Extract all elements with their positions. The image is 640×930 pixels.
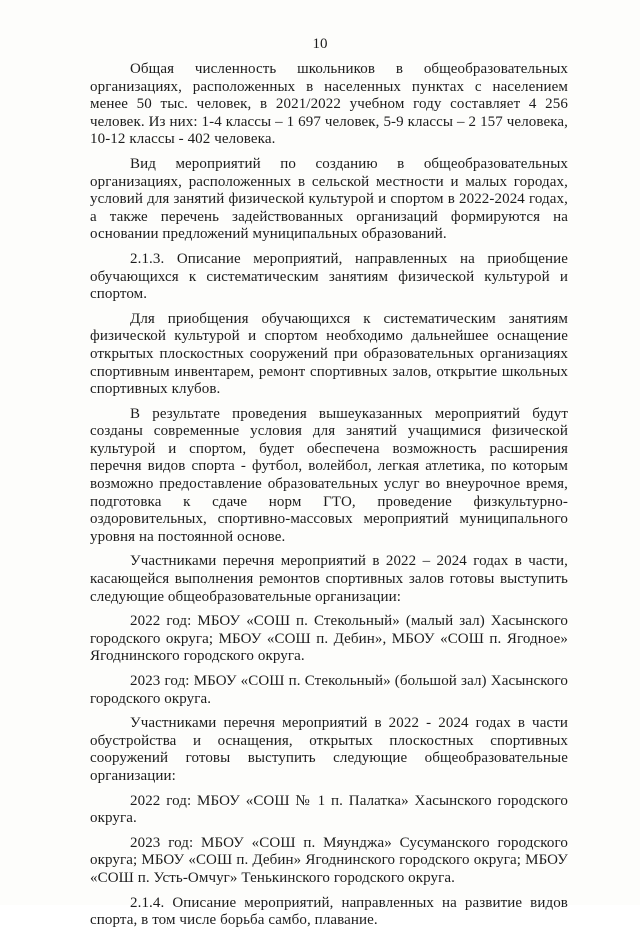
paragraph-gym-repair-2022: 2022 год: МБОУ «СОШ п. Стекольный» (малый зал) Хасынского городского округа; МБОУ «СОШ п. Дебин», МБОУ «СОШ п. Ягодное» Ягоднинского городского округа. <box>90 613 568 665</box>
paragraph-outdoor-facilities-participants: Участниками перечня мероприятий в 2022 - 2024 годах в части обустройства и оснащения, открытых плоскостных спортивных сооружений готовы выступить следующие общеобразовательные организации: <box>90 715 568 784</box>
paragraph-gym-repair-participants: Участниками перечня мероприятий в 2022 – 2024 годах в части, касающейся выполнения ремонтов спортивных залов готовы выступить следующие общеобразовательные организации: <box>90 553 568 605</box>
paragraph-expected-results: В результате проведения вышеуказанных мероприятий будут созданы современные условия для занятий учащимися физической культурой и спортом, будет обеспечена возможность расширения перечня видов спорта - футбол, волейбол, легкая атлетика, по которым возможно предоставление образовательных услуг во внеурочное время, подготовка к сдаче норм ГТО, проведение физкультурно-оздоровительных, спортивно-массовых мероприятий муниципального уровня на постоянной основе. <box>90 405 568 545</box>
paragraph-enrollment-total: Общая численность школьников в общеобразовательных организациях, расположенных в населенных пунктах с населением менее 50 тыс. человек, в 2021/2022 учебном году составляет 4 256 человек. Из них: 1-4 классы – 1 697 человек, 5-9 классы – 2 157 человека, 10-12 классы - 402 человека. <box>90 61 568 148</box>
paragraph-measures-formation: Вид мероприятий по созданию в общеобразовательных организациях, расположенных в сельской местности и малых городах, условий для занятий физической культурой и спортом в 2022-2024 годах, а также перечень задействованных организаций формируются на основании предложений муниципальных образований. <box>90 155 568 243</box>
page-number: 10 <box>312 36 328 52</box>
paragraph-outdoor-facilities-2023: 2023 год: МБОУ «СОШ п. Мяунджа» Сусуманского городского округа; МБОУ «СОШ п. Дебин» Ягоднинского городского округа; МБОУ «СОШ п. Усть-Омчуг» Тенькинского городского округа. <box>90 834 568 886</box>
paragraph-outdoor-facilities-2022: 2022 год: МБОУ «СОШ № 1 п. Палатка» Хасынского городского округа. <box>90 792 568 827</box>
paragraph-equipment-needs: Для приобщения обучающихся к систематическим занятиям физической культурой и спортом необходимо дальнейшее оснащение открытых плоскостных сооружений при образовательных организациях спортивным инвентарем, ремонт спортивных залов, открытие школьных спортивных клубов. <box>90 310 568 398</box>
document-body <box>90 61 568 930</box>
paragraph-gym-repair-2023: 2023 год: МБОУ «СОШ п. Стекольный» (большой зал) Хасынского городского округа. <box>90 673 568 707</box>
section-heading-2-1-4: 2.1.4. Описание мероприятий, направленных на развитие видов спорта, в том числе борьба самбо, плавание. <box>90 894 568 929</box>
section-heading-2-1-3: 2.1.3. Описание мероприятий, направленных на приобщение обучающихся к систематическим занятиям физической культурой и спортом. <box>90 250 568 303</box>
